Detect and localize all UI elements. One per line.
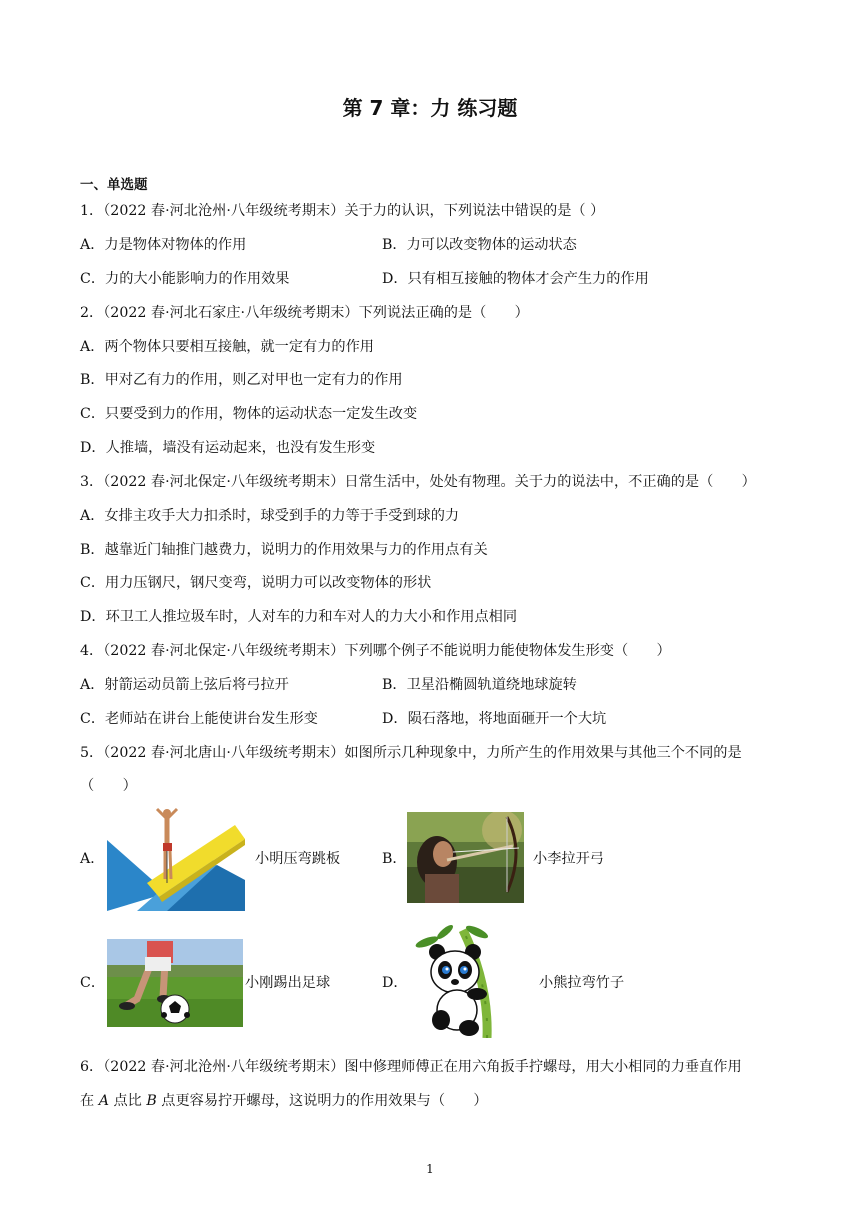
q6-stem-line2 [80, 1091, 488, 1111]
q2-option-a: A．两个物体只要相互接触，就一定有力的作用 [80, 339, 374, 355]
q1-option-b: B．力可以改变物体的运动状态 [382, 237, 577, 253]
q3-option-d: D．环卫工人推垃圾车时，人对车的力和车对人的力大小和作用点相同 [80, 609, 518, 625]
q6-line2-pre: 在 [80, 1093, 99, 1109]
panda-bamboo-image [415, 924, 512, 1038]
q6-line2-post: 点更容易拧开螺母，这说明力的作用效果与（ ） [156, 1093, 488, 1109]
q3-stem: 3．（2022 春·河北保定·八年级统考期末）日常生活中，处处有物理。关于力的说法中，不正确的是（ ） [80, 474, 756, 490]
q4-option-c: C．老师站在讲台上能使讲台发生形变 [80, 711, 318, 727]
q5-option-c-caption: 小刚踢出足球 [245, 975, 331, 991]
q4-stem: 4．（2022 春·河北保定·八年级统考期末）下列哪个例子不能说明力能使物体发生形变（ ） [80, 643, 671, 659]
q2-stem: 2．（2022 春·河北石家庄·八年级统考期末）下列说法正确的是（ ） [80, 305, 529, 321]
q2-option-b: B．甲对乙有力的作用，则乙对甲也一定有力的作用 [80, 372, 403, 388]
q5-option-d-letter: D． [382, 975, 408, 991]
point-a-label: A [98, 1093, 109, 1109]
q4-option-d: D．陨石落地，将地面砸开一个大坑 [382, 711, 607, 727]
q1-option-a: A．力是物体对物体的作用 [80, 237, 247, 253]
page-number: 1 [426, 1162, 434, 1176]
archery-image [407, 812, 524, 903]
page-title: 第 7 章：力 练习题 [342, 96, 518, 120]
q5-stem-paren: （ ） [80, 778, 137, 794]
q3-option-a: A．女排主攻手大力扣杀时，球受到手的力等于手受到球的力 [80, 508, 460, 524]
point-b-label: B [146, 1093, 157, 1109]
q5-option-a-caption: 小明压弯跳板 [255, 851, 341, 867]
q4-option-a: A．射箭运动员箭上弦后将弓拉开 [80, 677, 289, 693]
q5-option-d-caption: 小熊拉弯竹子 [539, 975, 625, 991]
section-heading: 一、单选题 [80, 177, 148, 193]
q5-stem: 5．（2022 春·河北唐山·八年级统考期末）如图所示几种现象中，力所产生的作用效果与其他三个不同的是 [80, 745, 742, 761]
q2-option-c: C．只要受到力的作用，物体的运动状态一定发生改变 [80, 406, 418, 422]
soccer-image [107, 939, 243, 1027]
q3-option-c: C．用力压钢尺，钢尺变弯，说明力可以改变物体的形状 [80, 575, 432, 591]
q1-option-d: D．只有相互接触的物体才会产生力的作用 [382, 271, 649, 287]
q6-stem: 6．（2022 春·河北沧州·八年级统考期末）图中修理师傅正在用六角扳手拧螺母，用大小相同的力垂直作用 [80, 1059, 742, 1075]
q6-line2-mid: 点比 [108, 1093, 147, 1109]
q4-option-b: B．卫星沿椭圆轨道绕地球旋转 [382, 677, 577, 693]
q1-stem: 1．（2022 春·河北沧州·八年级统考期末）关于力的认识，下列说法中错误的是（ ） [80, 203, 605, 219]
q1-option-c: C．力的大小能影响力的作用效果 [80, 271, 290, 287]
diving-board-image [107, 805, 245, 911]
q2-option-d: D．人推墙，墙没有运动起来，也没有发生形变 [80, 440, 376, 456]
q3-option-b: B．越靠近门轴推门越费力，说明力的作用效果与力的作用点有关 [80, 542, 488, 558]
q5-option-c-letter: C． [80, 975, 106, 991]
q5-option-b-letter: B． [382, 851, 407, 867]
q5-option-a-letter: A． [80, 851, 105, 867]
q5-option-b-caption: 小李拉开弓 [533, 851, 604, 867]
